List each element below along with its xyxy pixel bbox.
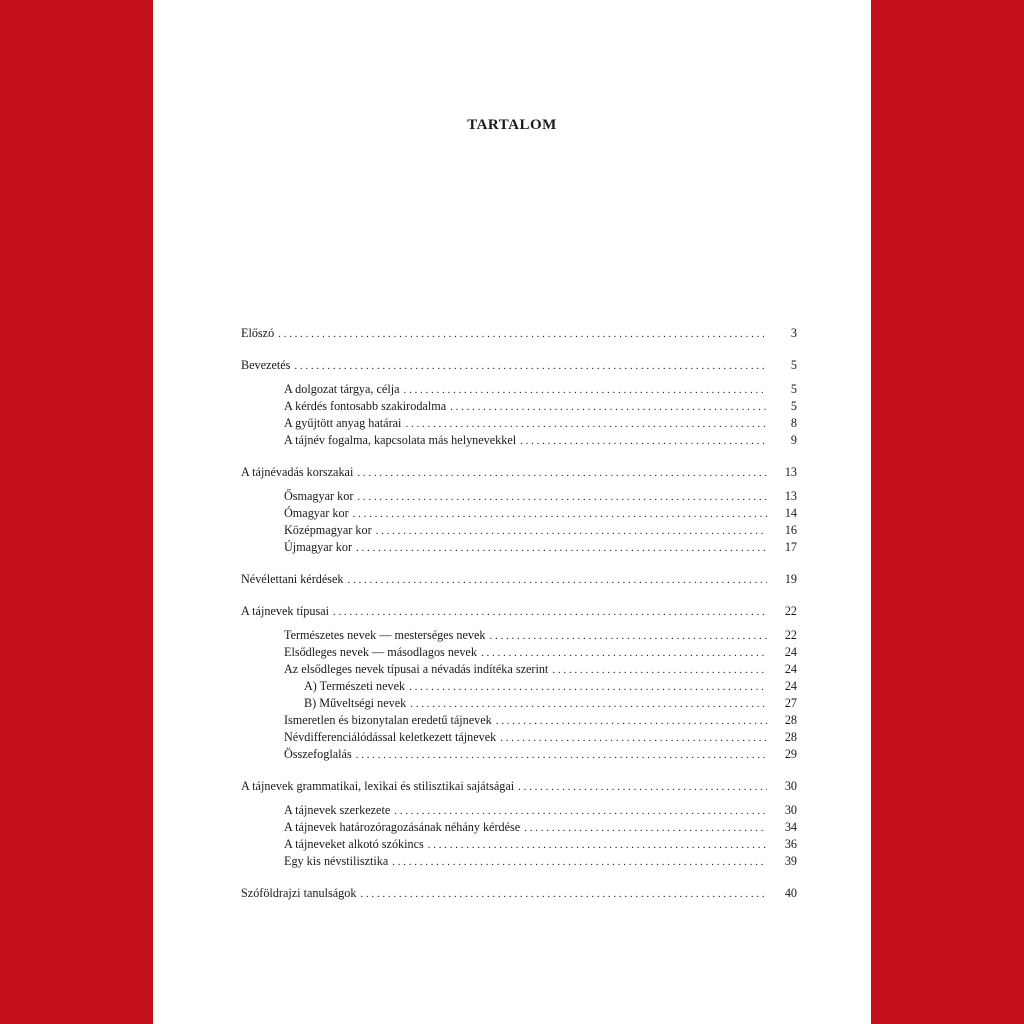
toc-page-number: 30 [784,779,797,793]
toc-entry-label: Előszó [241,326,275,340]
toc-entry-label: B) Műveltségi nevek [304,696,407,710]
toc-entry-label: A tájnevek határozóragozásának néhány kérdése [284,820,521,834]
toc-page-number: 22 [784,628,797,642]
toc-leader-dots [428,837,767,854]
toc-entry [241,571,797,588]
toc-entry-label: Az elsődleges nevek típusai a névadás indítéka szerint [284,662,549,676]
toc-entry-label: Bevezetés [241,358,291,372]
document-page [153,0,871,1024]
toc-entry-label: A tájnevek szerkezete [284,803,391,817]
toc-page-number: 9 [790,433,797,447]
toc-entry [241,522,797,539]
toc-entry [241,398,797,415]
toc-entry [241,836,797,853]
toc-entry [241,415,797,432]
toc-entry [241,603,797,620]
toc-page-number: 34 [784,820,797,834]
toc-page-number: 17 [784,540,797,554]
toc-entry [241,644,797,661]
toc-leader-dots [294,358,767,375]
toc-entry [241,678,797,695]
toc-page-number: 29 [784,747,797,761]
toc-leader-dots [333,604,767,621]
toc-page-number: 5 [790,382,797,396]
toc-leader-dots [278,326,767,343]
toc-entry [241,802,797,819]
toc-leader-dots [524,820,767,837]
toc-entry-label: Ismeretlen és bizonytalan eredetű tájnevek [284,713,492,727]
toc-page-number: 14 [784,506,797,520]
toc-leader-dots [552,662,767,679]
toc-entry-label: A tájnév fogalma, kapcsolata más helynevekkel [284,433,517,447]
toc-entry-label: Névélettani kérdések [241,572,344,586]
table-of-contents [241,325,797,902]
toc-page-number: 36 [784,837,797,851]
toc-entry [241,381,797,398]
toc-leader-dots [490,628,767,645]
toc-leader-dots [409,679,767,696]
toc-entry-label: A tájnevek grammatikai, lexikai és stilisztikai sajátságai [241,779,515,793]
toc-entry [241,746,797,763]
toc-entry [241,627,797,644]
toc-leader-dots [394,803,767,820]
toc-entry-label: Ómagyar kor [284,506,349,520]
toc-entry-label: A tájnevek típusai [241,604,330,618]
toc-leader-dots [376,523,767,540]
toc-entry [241,661,797,678]
toc-leader-dots [356,747,767,764]
toc-entry-label: A kérdés fontosabb szakirodalma [284,399,447,413]
toc-entry [241,357,797,374]
toc-entry [241,539,797,556]
toc-entry [241,729,797,746]
toc-entry-label: A tájnévadás korszakai [241,465,354,479]
toc-entry-label: Középmagyar kor [284,523,372,537]
toc-page-number: 24 [784,679,797,693]
toc-entry [241,885,797,902]
toc-page-number: 5 [790,358,797,372]
toc-entry [241,712,797,729]
toc-leader-dots [405,416,767,433]
toc-entry [241,819,797,836]
toc-leader-dots [392,854,767,871]
toc-entry-label: A) Természeti nevek [304,679,406,693]
toc-entry-label: Névdifferenciálódással keletkezett tájnevek [284,730,497,744]
toc-leader-dots [496,713,767,730]
toc-entry-label: Elsődleges nevek — másodlagos nevek [284,645,477,659]
toc-page-number: 28 [784,713,797,727]
toc-page-number: 16 [784,523,797,537]
toc-entry-label: A gyűjtött anyag határai [284,416,402,430]
toc-page-number: 24 [784,662,797,676]
toc-page-number: 3 [790,326,797,340]
toc-page-number: 5 [790,399,797,413]
toc-leader-dots [353,506,767,523]
toc-entry-label: A dolgozat tárgya, célja [284,382,400,396]
toc-entry-label: Ősmagyar kor [284,489,354,503]
toc-page-number: 24 [784,645,797,659]
toc-entry-label: Újmagyar kor [284,540,353,554]
toc-page-number: 40 [784,886,797,900]
toc-leader-dots [356,540,767,557]
toc-entry [241,505,797,522]
toc-page-number: 19 [784,572,797,586]
toc-leader-dots [520,433,767,450]
toc-page-number: 13 [784,489,797,503]
toc-entry [241,464,797,481]
toc-page-number: 8 [790,416,797,430]
toc-entry [241,778,797,795]
page-title: TARTALOM [467,117,557,133]
toc-page-number: 39 [784,854,797,868]
toc-leader-dots [500,730,767,747]
toc-leader-dots [357,489,767,506]
toc-entry-label: A tájneveket alkotó szókincs [284,837,424,851]
toc-leader-dots [357,465,767,482]
toc-page-number: 27 [784,696,797,710]
toc-page-number: 22 [784,604,797,618]
toc-leader-dots [518,779,767,796]
toc-leader-dots [410,696,767,713]
toc-leader-dots [348,572,767,589]
toc-entry [241,695,797,712]
toc-entry-label: Egy kis névstilisztika [284,854,389,868]
toc-leader-dots [404,382,767,399]
toc-entry [241,488,797,505]
toc-page-number: 30 [784,803,797,817]
toc-entry-label: Természetes nevek — mesterséges nevek [284,628,486,642]
toc-entry-label: Szóföldrajzi tanulságok [241,886,357,900]
toc-page-number: 28 [784,730,797,744]
toc-leader-dots [450,399,767,416]
toc-entry [241,853,797,870]
toc-leader-dots [360,886,767,903]
toc-leader-dots [481,645,767,662]
toc-entry [241,325,797,342]
toc-entry-label: Összefoglalás [284,747,352,761]
toc-page-number: 13 [784,465,797,479]
toc-entry [241,432,797,449]
